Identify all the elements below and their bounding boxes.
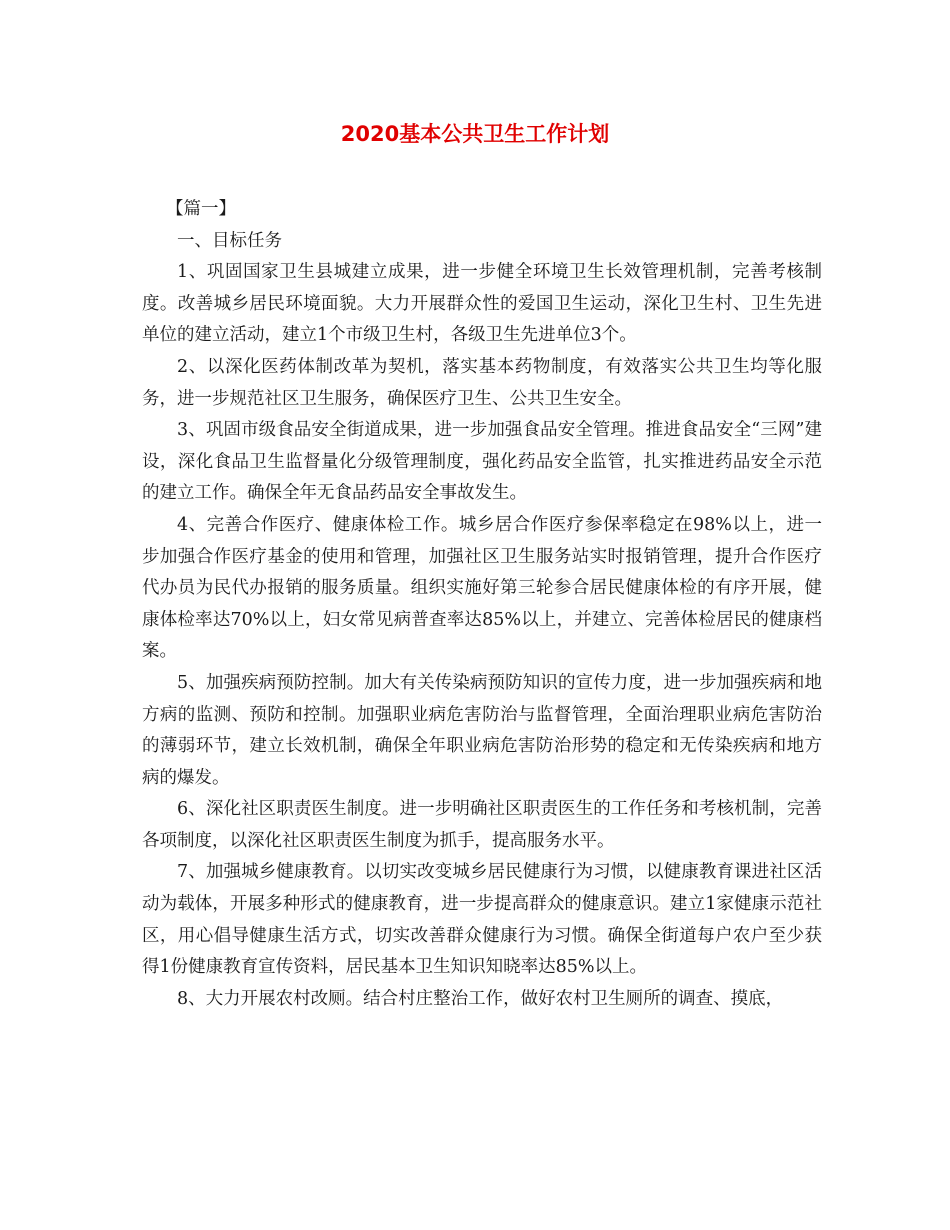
paragraph-1: 1、巩固国家卫生县城建立成果，进一步健全环境卫生长效管理机制，完善考核制度。改善城乡居民环境面貌。大力开展群众性的爱国卫生运动，深化卫生村、卫生先进单位的建立活动，建立1个市级卫生村，各级卫生先进单位3个。 [142, 262, 822, 346]
paragraph-8: 8、大力开展农村改厕。结合村庄整治工作，做好农村卫生厕所的调查、摸底， [177, 988, 784, 1009]
document-body [142, 194, 822, 1015]
paragraph-3: 3、巩固市级食品安全街道成果，进一步加强食品安全管理。推进食品安全“三网”建设，深化食品卫生监督量化分级管理制度，强化药品安全监管，扎实推进药品安全示范的建立工作。确保全年无食品药品安全事故发生。 [142, 420, 822, 504]
paragraph-7: 7、加强城乡健康教育。以切实改变城乡居民健康行为习惯，以健康教育课进社区活动为载体，开展多种形式的健康教育，进一步提高群众的健康意识。建立1家健康示范社区，用心倡导健康生活方式，切实改善群众健康行为习惯。确保全街道每户农户至少获得1份健康教育宣传资料，居民基本卫生知识知晓率达85%以上。 [142, 862, 822, 978]
paragraph-5: 5、加强疾病预防控制。加大有关传染病预防知识的宣传力度，进一步加强疾病和地方病的监测、预防和控制。加强职业病危害防治与监督管理，全面治理职业病危害防治的薄弱环节，建立长效机制，确保全年职业病危害防治形势的稳定和无传染疾病和地方病的爆发。 [142, 672, 822, 788]
paragraph-2: 2、以深化医药体制改革为契机，落实基本药物制度，有效落实公共卫生均等化服务，进一步规范社区卫生服务，确保医疗卫生、公共卫生安全。 [142, 356, 822, 409]
document-title: 2020基本公共卫生工作计划 [340, 122, 610, 146]
section-label: 【篇一】 [166, 199, 236, 219]
heading-goals: 一、目标任务 [177, 230, 282, 251]
paragraph-4: 4、完善合作医疗、健康体检工作。城乡居合作医疗参保率稳定在98%以上，进一步加强合作医疗基金的使用和管理，加强社区卫生服务站实时报销管理，提升合作医疗代办员为民代办报销的服务质量。组织实施好第三轮参合居民健康体检的有序开展，健康体检率达70%以上，妇女常见病普查率达85%以上，并建立、完善体检居民的健康档案。 [142, 514, 822, 662]
paragraph-6: 6、深化社区职责医生制度。进一步明确社区职责医生的工作任务和考核机制，完善各项制度，以深化社区职责医生制度为抓手，提高服务水平。 [142, 799, 822, 851]
